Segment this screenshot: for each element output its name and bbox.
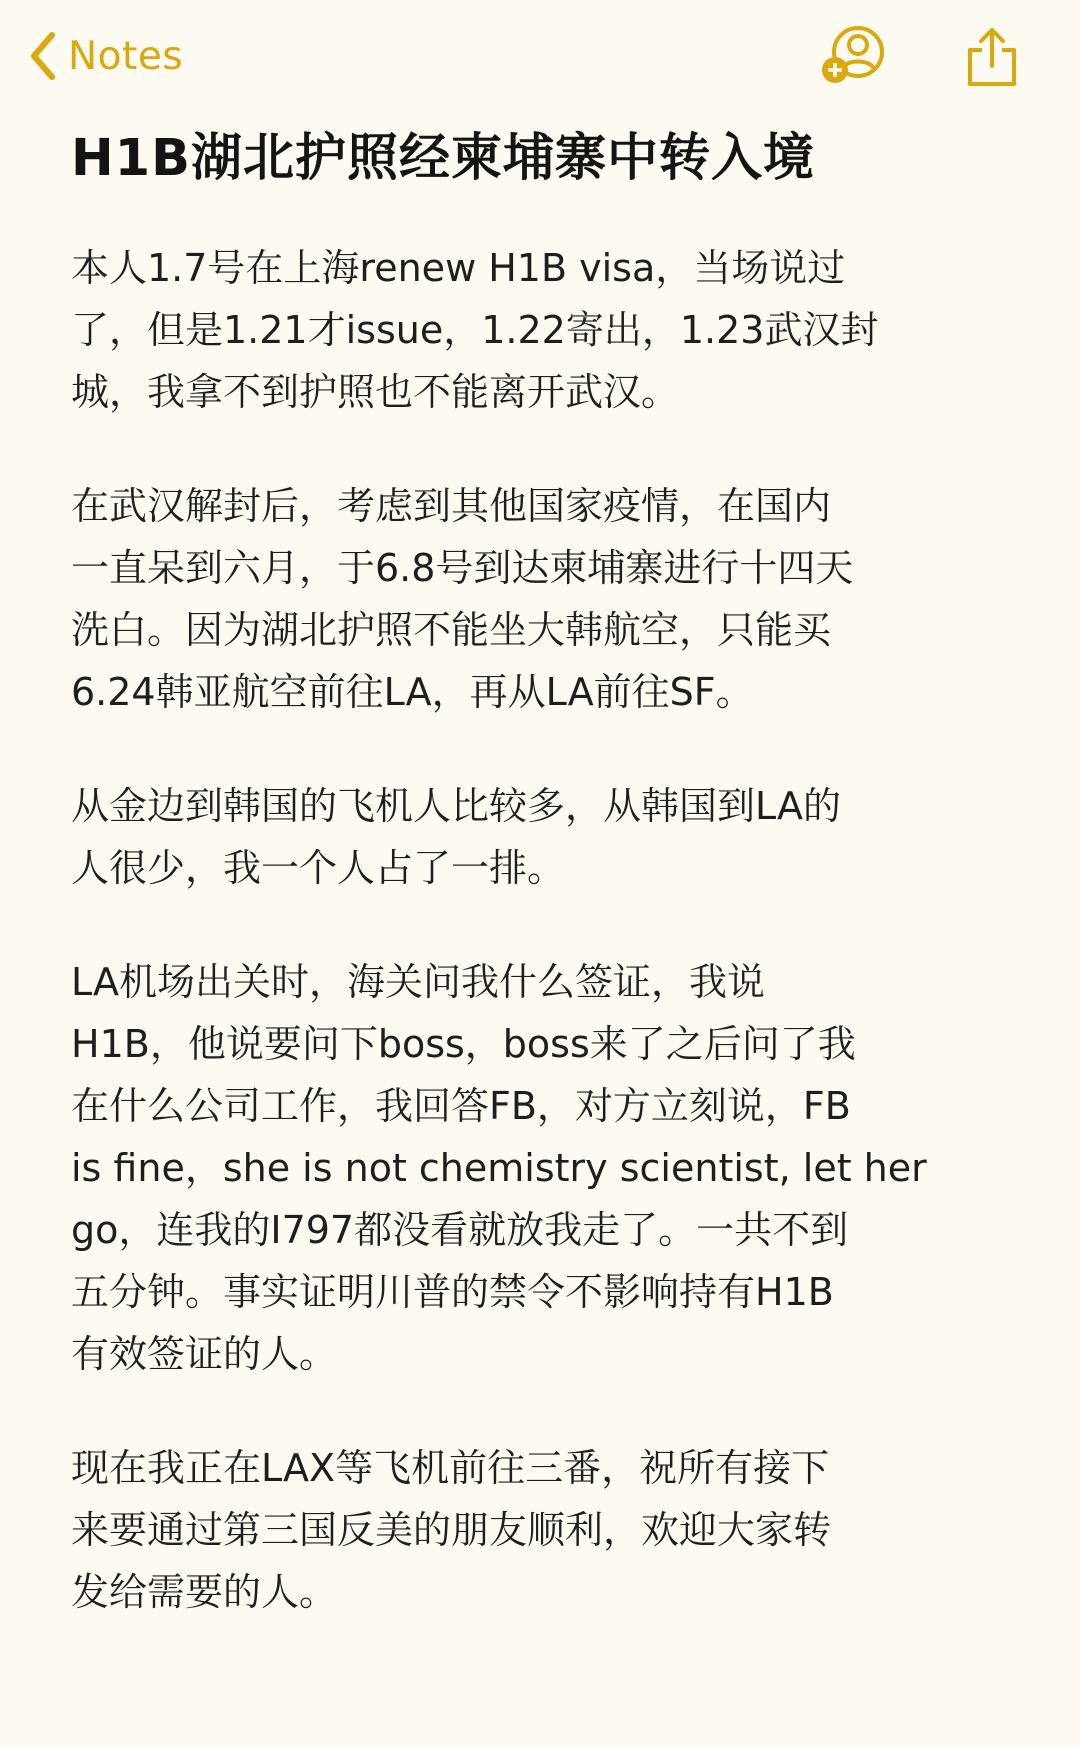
- note-line: 一直呆到六月，于6.8号到达柬埔寨进行十四天: [71, 546, 854, 590]
- note-paragraph-3: [71, 775, 1031, 899]
- note-line: is fine，she is not chemistry scientist, let her: [71, 1146, 927, 1190]
- note-line: 有效签证的人。: [71, 1332, 338, 1376]
- note-line: 在武汉解封后，考虑到其他国家疫情，在国内: [71, 484, 832, 528]
- note-line: 从金边到韩国的飞机人比较多，从韩国到LA的: [71, 784, 842, 828]
- note-line: 发给需要的人。: [71, 1570, 338, 1614]
- back-button-label: Notes: [68, 33, 184, 79]
- note-paragraph-4: [71, 951, 1031, 1385]
- note-line: LA机场出关时，海关问我什么签证，我说: [71, 960, 766, 1004]
- note-line: 洗白。因为湖北护照不能坐大韩航空，只能买: [71, 608, 832, 652]
- note-line: 城，我拿不到护照也不能离开武汉。: [71, 370, 680, 414]
- note-line: 本人1.7号在上海renew H1B visa，当场说过: [71, 246, 846, 290]
- note-line: 五分钟。事实证明川普的禁令不影响持有H1B: [71, 1270, 834, 1314]
- note-line: go，连我的I797都没看就放我走了。一共不到: [71, 1208, 849, 1252]
- note-line: 来要通过第三国反美的朋友顺利，欢迎大家转: [71, 1508, 832, 1552]
- back-to-notes-button[interactable]: [28, 22, 183, 90]
- share-button[interactable]: [962, 24, 1034, 90]
- note-title: H1B湖北护照经柬埔寨中转入境: [71, 129, 816, 188]
- share-icon: [962, 24, 1034, 90]
- note-line: 6.24韩亚航空前往LA，再从LA前往SF。: [71, 670, 754, 714]
- note-content[interactable]: [71, 115, 1031, 1623]
- note-line: 了，但是1.21才issue，1.22寄出，1.23武汉封: [71, 308, 879, 352]
- note-paragraph-2: [71, 475, 1031, 723]
- note-line: 人很少，我一个人占了一排。: [71, 846, 566, 890]
- add-people-button[interactable]: [818, 24, 890, 90]
- note-line: H1B，他说要问下boss，boss来了之后问了我: [71, 1022, 856, 1066]
- navigation-bar: [0, 0, 1080, 115]
- note-paragraph-1: [71, 237, 1031, 423]
- note-paragraph-5: [71, 1437, 1031, 1623]
- note-line: 现在我正在LAX等飞机前往三番，祝所有接下: [71, 1446, 830, 1490]
- chevron-left-icon: [28, 31, 58, 81]
- note-line: 在什么公司工作，我回答FB，对方立刻说，FB: [71, 1084, 851, 1128]
- add-person-icon: [818, 24, 890, 90]
